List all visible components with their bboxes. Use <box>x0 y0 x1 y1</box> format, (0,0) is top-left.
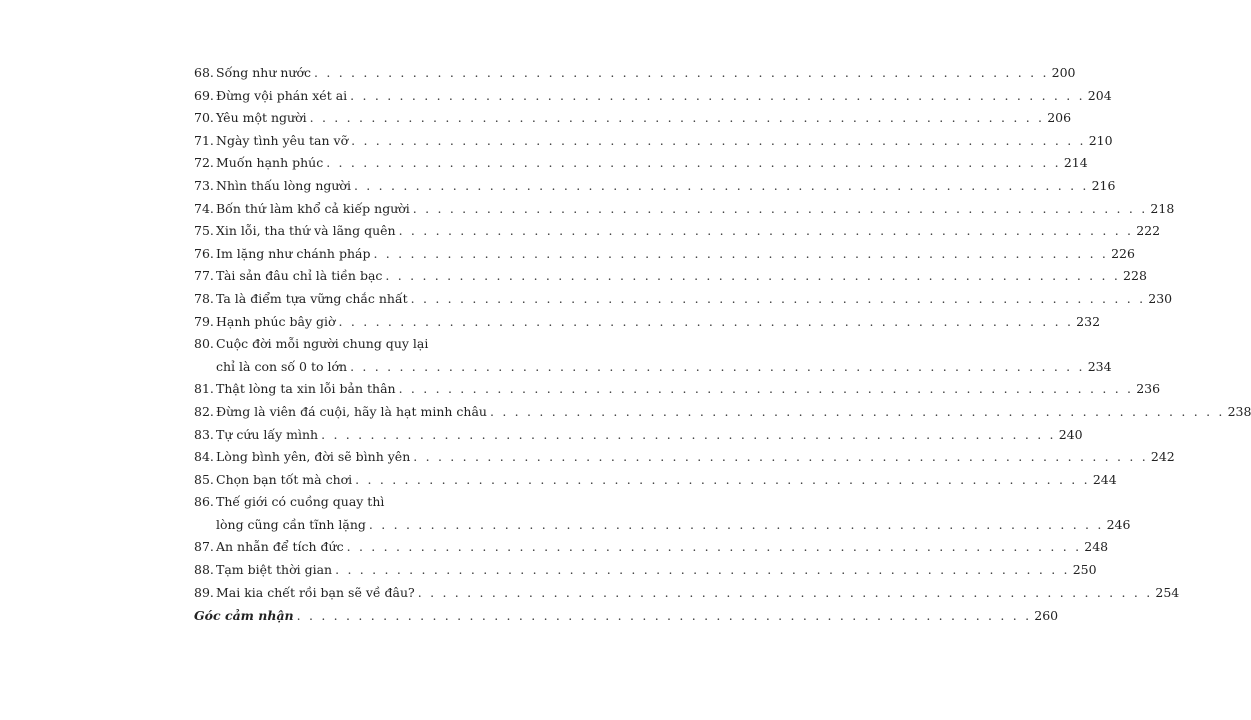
dot-leader: . . . . . . . . . . . . . . . . . . . . . . . . . . . . . . . . . . . . . . . . . . . . . . . . . . . . . . . . . . . . <box>355 471 1090 487</box>
toc-entry-number: 79. <box>194 313 214 329</box>
toc-entry-line <box>194 424 1083 447</box>
toc-entry-number: 68. <box>194 65 214 80</box>
toc-entry[interactable] <box>194 333 1112 378</box>
dot-leader: . . . . . . . . . . . . . . . . . . . . . . . . . . . . . . . . . . . . . . . . . . . . . . . . . . . . . . . . . . . . <box>373 245 1109 261</box>
toc-entry-line <box>194 85 1112 108</box>
toc-entry-title: Bốn thứ làm khổ cả kiếp người <box>216 200 410 216</box>
toc-entry-page: 236 <box>1136 381 1161 397</box>
dot-leader: . . . . . . . . . . . . . . . . . . . . . . . . . . . . . . . . . . . . . . . . . . . . . . . . . . . . . . . . . . . . <box>413 449 1148 465</box>
toc-entry-title: Hạnh phúc bây giờ <box>216 313 336 329</box>
toc-entry-number: 76. <box>194 245 214 261</box>
dot-leader: . . . . . . . . . . . . . . . . . . . . . . . . . . . . . . . . . . . . . . . . . . . . . . . . . . . . . . . . . . . . <box>410 290 1146 306</box>
toc-entry-number: 75. <box>194 223 214 239</box>
dot-leader: . . . . . . . . . . . . . . . . . . . . . . . . . . . . . . . . . . . . . . . . . . . . . . . . . . . . . . . . . . . . <box>353 177 1089 193</box>
toc-entry-number: 70. <box>194 110 214 126</box>
toc-entry-line <box>194 107 1072 130</box>
toc-entry-title: Thật lòng ta xin lỗi bản thân <box>216 381 396 397</box>
toc-entry-number: 88. <box>194 562 214 578</box>
toc-entry-title: Tài sản đâu chỉ là tiền bạc <box>216 268 383 284</box>
toc-entry-line <box>194 469 1117 492</box>
toc-entry-number: 73. <box>194 177 214 193</box>
toc-entry-title: Mai kia chết rồi bạn sẽ về đâu? <box>216 584 415 600</box>
dot-leader: . . . . . . . . . . . . . . . . . . . . . . . . . . . . . . . . . . . . . . . . . . . . . . . . . . . . . . . . . . . . <box>351 132 1086 148</box>
toc-entry-page: 206 <box>1047 110 1072 126</box>
dot-leader: . . . . . . . . . . . . . . . . . . . . . . . . . . . . . . . . . . . . . . . . . . . . . . . . . . . . . . . . . . . . <box>314 65 1049 80</box>
toc-entry-number: 84. <box>194 449 214 465</box>
toc-entry-number: 71. <box>194 132 214 148</box>
dot-leader: . . . . . . . . . . . . . . . . . . . . . . . . . . . . . . . . . . . . . . . . . . . . . . . . . . . . . . . . . . . . <box>309 110 1045 126</box>
toc-entry-title: Thế giới có cuồng quay thì <box>216 494 385 510</box>
toc-entry-title: Đừng là viên đá cuội, hãy là hạt minh châu <box>216 403 487 419</box>
toc-entry-line <box>194 491 526 514</box>
toc-entry[interactable] <box>194 536 1109 559</box>
toc-entry-title: Nhìn thấu lòng người <box>216 177 351 193</box>
toc-entry-title: An nhẫn để tích đức <box>216 539 344 555</box>
toc-entry-title: Tự cứu lấy mình <box>216 426 319 442</box>
toc-entry-number: 83. <box>194 426 214 442</box>
toc-entry-line <box>194 243 1135 266</box>
toc-entry-line <box>194 356 1112 379</box>
toc-entry-line <box>194 62 1076 85</box>
dot-leader: . . . . . . . . . . . . . . . . . . . . . . . . . . . . . . . . . . . . . . . . . . . . . . . . . . . . . . . . . . . . <box>417 584 1153 600</box>
toc-entry-line <box>194 220 1161 243</box>
toc-entry-page: 246 <box>1106 516 1131 532</box>
toc-entry-page: 234 <box>1087 358 1112 374</box>
toc-entry-line <box>194 536 1109 559</box>
toc-entry-page: 250 <box>1072 562 1097 578</box>
toc-entry-title: lòng cũng cần tĩnh lặng <box>216 516 366 532</box>
toc-entry-number: 85. <box>194 471 214 487</box>
dot-leader: . . . . . . . . . . . . . . . . . . . . . . . . . . . . . . . . . . . . . . . . . . . . . . . . . . . . . . . . . . . . <box>338 313 1074 329</box>
toc-entry-title: chỉ là con số 0 to lớn <box>216 358 348 374</box>
toc-entry-number: 72. <box>194 155 214 171</box>
toc-entry-page: 216 <box>1091 177 1116 193</box>
toc-entry-line <box>194 605 1059 628</box>
toc-entry-number: 87. <box>194 539 214 555</box>
toc-entry-number: 82. <box>194 403 214 419</box>
toc-entry-page: 222 <box>1136 223 1161 239</box>
toc-entry-page: 248 <box>1084 539 1109 555</box>
toc-entry-page: 254 <box>1155 584 1180 600</box>
dot-leader: . . . . . . . . . . . . . . . . . . . . . . . . . . . . . . . . . . . . . . . . . . . . . . . . . . . . . . . . . . . . <box>489 403 1225 419</box>
toc-entry-line <box>194 198 1175 221</box>
toc-entry-line <box>194 559 1097 582</box>
toc-entry-line <box>194 446 1175 469</box>
table-of-contents <box>194 62 1251 628</box>
toc-entry-page: 242 <box>1150 449 1175 465</box>
toc-entry-line <box>194 265 1147 288</box>
toc-entry-number: 74. <box>194 200 214 216</box>
toc-entry[interactable] <box>194 107 1072 130</box>
toc-entry-line <box>194 333 526 356</box>
toc-entry[interactable] <box>194 175 1116 198</box>
toc-entry[interactable] <box>194 582 1180 605</box>
toc-entry-page: 240 <box>1058 426 1083 442</box>
toc-entry[interactable] <box>194 198 1175 221</box>
toc-entry-number: 86. <box>194 494 214 510</box>
toc-entry-title: Góc cảm nhận <box>194 608 294 624</box>
toc-entry-goc-cam-nhan[interactable] <box>194 605 1059 628</box>
toc-entry[interactable] <box>194 62 1076 85</box>
toc-entry[interactable] <box>194 446 1175 469</box>
toc-entry-number: 78. <box>194 290 214 306</box>
toc-entry-page: 226 <box>1111 245 1135 261</box>
dot-leader: . . . . . . . . . . . . . . . . . . . . . . . . . . . . . . . . . . . . . . . . . . . . . . . . . . . . . . . . . . . . <box>326 155 1061 171</box>
toc-entry[interactable] <box>194 265 1147 288</box>
toc-entry[interactable] <box>194 130 1113 153</box>
toc-entry-page: 260 <box>1034 608 1059 624</box>
toc-entry-page: 228 <box>1123 268 1147 284</box>
toc-entry-page: 204 <box>1087 87 1112 103</box>
toc-entry-number: 80. <box>194 336 214 352</box>
toc-entry-page: 244 <box>1092 471 1117 487</box>
toc-entry-page: 230 <box>1148 290 1173 306</box>
toc-entry-title: Cuộc đời mỗi người chung quy lại <box>216 336 429 352</box>
toc-entry-page: 238 <box>1227 403 1251 419</box>
toc-entry-title: Yêu một người <box>216 110 307 126</box>
toc-entry-line <box>194 288 1173 311</box>
toc-entry[interactable] <box>194 401 1251 424</box>
toc-entry[interactable] <box>194 469 1117 492</box>
toc-entry[interactable] <box>194 243 1135 266</box>
toc-entry[interactable] <box>194 311 1101 334</box>
toc-entry[interactable] <box>194 288 1173 311</box>
toc-entry[interactable] <box>194 85 1112 108</box>
toc-entry-page: 200 <box>1051 65 1076 80</box>
toc-entry[interactable] <box>194 424 1083 447</box>
dot-leader: . . . . . . . . . . . . . . . . . . . . . . . . . . . . . . . . . . . . . . . . . . . . . . . . . . . . . . . . . . . . <box>321 426 1056 442</box>
toc-entry-number: 69. <box>194 87 214 103</box>
toc-entry-line <box>194 582 1180 605</box>
toc-entry-line <box>194 311 1101 334</box>
toc-entry[interactable] <box>194 559 1097 582</box>
toc-entry-title: Sống như nước <box>216 65 311 80</box>
dot-leader: . . . . . . . . . . . . . . . . . . . . . . . . . . . . . . . . . . . . . . . . . . . . . . . . . . . . . . . . . . . . <box>346 539 1082 555</box>
toc-entry-title: Đừng vội phán xét ai <box>216 87 348 103</box>
dot-leader: . . . . . . . . . . . . . . . . . . . . . . . . . . . . . . . . . . . . . . . . . . . . . . . . . . . . . . . . . . . . <box>398 381 1134 397</box>
toc-entry-line <box>194 130 1113 153</box>
dot-leader: . . . . . . . . . . . . . . . . . . . . . . . . . . . . . . . . . . . . . . . . . . . . . . . . . . . . . . . . . . . . <box>335 562 1070 578</box>
toc-entry-title: Ta là điểm tựa vững chắc nhất <box>216 290 408 306</box>
toc-entry-title: Chọn bạn tốt mà chơi <box>216 471 353 487</box>
toc-entry-number: 89. <box>194 584 214 600</box>
toc-entry[interactable] <box>194 491 1131 536</box>
toc-entry-line <box>194 175 1116 198</box>
dot-leader: . . . . . . . . . . . . . . . . . . . . . . . . . . . . . . . . . . . . . . . . . . . . . . . . . . . . . . . . . . . . <box>398 223 1134 239</box>
toc-entry-title: Tạm biệt thời gian <box>216 562 333 578</box>
toc-entry-title: Ngày tình yêu tan vỡ <box>216 132 349 148</box>
toc-entry-title: Im lặng như chánh pháp <box>216 245 371 261</box>
toc-entry-page: 210 <box>1088 132 1113 148</box>
toc-entry-title: Xin lỗi, tha thứ và lãng quên <box>216 223 396 239</box>
toc-entry[interactable] <box>194 152 1088 175</box>
dot-leader: . . . . . . . . . . . . . . . . . . . . . . . . . . . . . . . . . . . . . . . . . . . . . . . . . . . . . . . . . . . . <box>350 358 1085 374</box>
dot-leader: . . . . . . . . . . . . . . . . . . . . . . . . . . . . . . . . . . . . . . . . . . . . . . . . . . . . . . . . . . . . <box>350 87 1085 103</box>
toc-entry-number: 81. <box>194 381 214 397</box>
toc-entry[interactable] <box>194 220 1161 243</box>
toc-entry-number: 77. <box>194 268 214 284</box>
dot-leader: . . . . . . . . . . . . . . . . . . . . . . . . . . . . . . . . . . . . . . . . . . . . . . . . . . . . . . . . . . . . <box>296 608 1032 624</box>
toc-entry[interactable] <box>194 378 1161 401</box>
toc-entry-page: 218 <box>1150 200 1175 216</box>
dot-leader: . . . . . . . . . . . . . . . . . . . . . . . . . . . . . . . . . . . . . . . . . . . . . . . . . . . . . . . . . . . . <box>385 268 1121 284</box>
toc-entry-page: 232 <box>1076 313 1101 329</box>
toc-entry-page: 214 <box>1063 155 1088 171</box>
dot-leader: . . . . . . . . . . . . . . . . . . . . . . . . . . . . . . . . . . . . . . . . . . . . . . . . . . . . . . . . . . . . <box>412 200 1148 216</box>
toc-entry-line <box>194 401 1251 424</box>
toc-entry-line <box>194 378 1161 401</box>
toc-entry-title: Muốn hạnh phúc <box>216 155 324 171</box>
toc-entry-title: Lòng bình yên, đời sẽ bình yên <box>216 449 411 465</box>
dot-leader: . . . . . . . . . . . . . . . . . . . . . . . . . . . . . . . . . . . . . . . . . . . . . . . . . . . . . . . . . . . . <box>368 516 1104 532</box>
toc-entry-line <box>194 152 1088 175</box>
toc-entry-line <box>194 514 1131 537</box>
